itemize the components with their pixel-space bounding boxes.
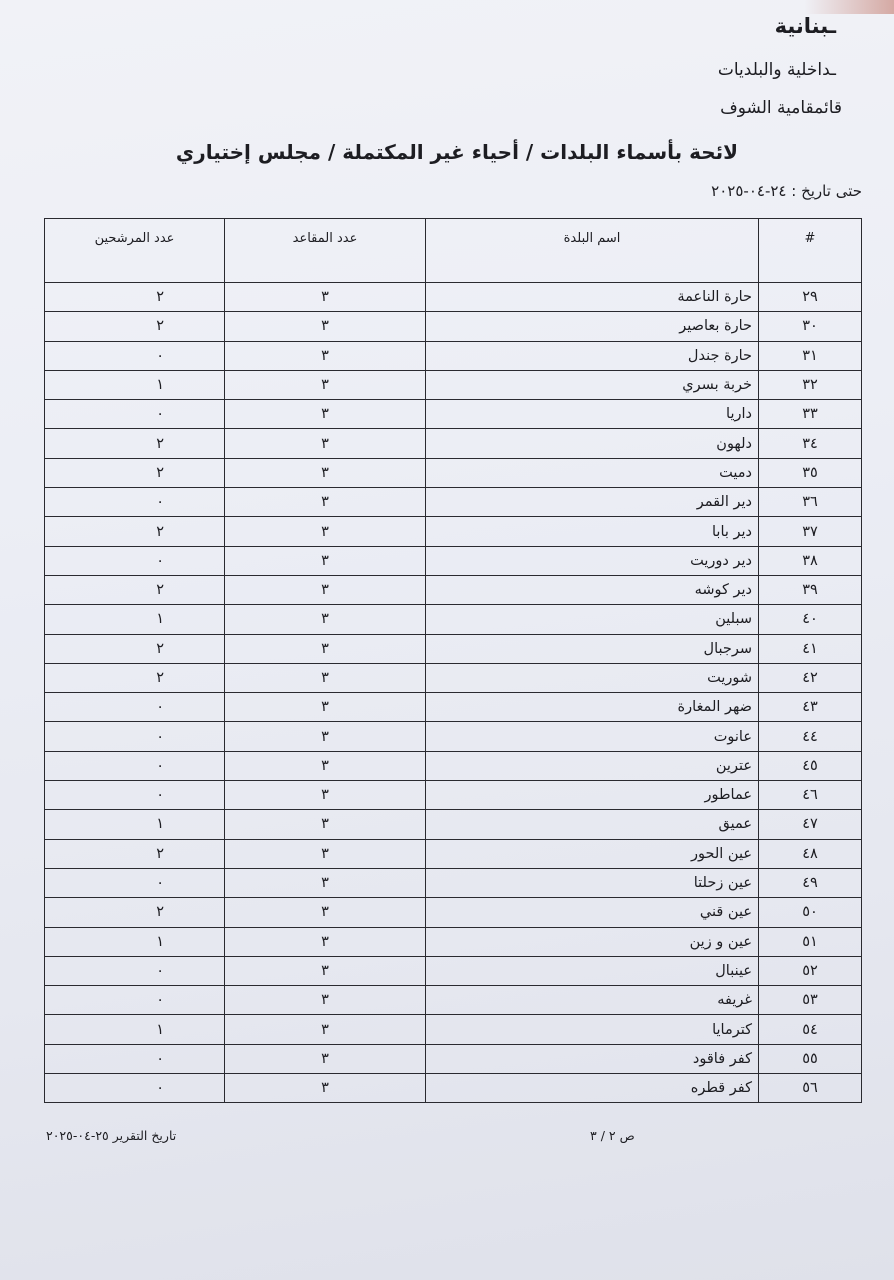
candidates-count: ٠ [45, 751, 225, 780]
seats-count: ٣ [225, 898, 426, 927]
candidates-count: ٠ [45, 956, 225, 985]
table-row [45, 575, 862, 604]
table-row [45, 693, 862, 722]
town-name: شوريت [426, 663, 759, 692]
seats-count: ٣ [225, 488, 426, 517]
seats-count: ٣ [225, 1044, 426, 1073]
town-name: خربة بسري [426, 370, 759, 399]
candidates-count: ٠ [45, 693, 225, 722]
table-row [45, 810, 862, 839]
table-row [45, 458, 862, 487]
row-number: ٤٩ [759, 868, 862, 897]
row-number: ٥٠ [759, 898, 862, 927]
row-number: ٣٠ [759, 312, 862, 341]
candidates-count: ٢ [45, 663, 225, 692]
row-number: ٣٧ [759, 517, 862, 546]
header-country: ـبنانية [774, 14, 836, 38]
candidates-count: ٠ [45, 1074, 225, 1103]
candidates-count: ٢ [45, 839, 225, 868]
seats-count: ٣ [225, 927, 426, 956]
row-number: ٤١ [759, 634, 862, 663]
town-name: حارة الناعمة [426, 283, 759, 312]
document-title: لائحة بأسماء البلدات / أحياء غير المكتملة / مجلس إختياري [175, 140, 739, 164]
town-name: دير كوشه [426, 575, 759, 604]
seats-count: ٣ [225, 429, 426, 458]
town-name: عترين [426, 751, 759, 780]
candidates-count: ٠ [45, 722, 225, 751]
seats-count: ٣ [225, 810, 426, 839]
candidates-count: ٢ [45, 458, 225, 487]
towns-table [44, 218, 862, 1103]
town-name: دير دوريت [426, 546, 759, 575]
row-number: ٥٥ [759, 1044, 862, 1073]
candidates-count: ٠ [45, 400, 225, 429]
town-name: داريا [426, 400, 759, 429]
seats-count: ٣ [225, 312, 426, 341]
seats-count: ٣ [225, 781, 426, 810]
row-number: ٣٩ [759, 575, 862, 604]
seats-count: ٣ [225, 283, 426, 312]
table-header-row [45, 219, 862, 283]
seats-count: ٣ [225, 839, 426, 868]
seats-count: ٣ [225, 1015, 426, 1044]
candidates-count: ٢ [45, 634, 225, 663]
town-name: عانوت [426, 722, 759, 751]
seats-count: ٣ [225, 605, 426, 634]
candidates-count: ٠ [45, 341, 225, 370]
row-number: ٥٦ [759, 1074, 862, 1103]
town-name: غريفه [426, 986, 759, 1015]
candidates-count: ١ [45, 810, 225, 839]
town-name: حارة جندل [426, 341, 759, 370]
table-row [45, 400, 862, 429]
table-row [45, 517, 862, 546]
seats-count: ٣ [225, 868, 426, 897]
seats-count: ٣ [225, 663, 426, 692]
town-name: ضهر المغارة [426, 693, 759, 722]
town-name: دير القمر [426, 488, 759, 517]
seats-count: ٣ [225, 693, 426, 722]
table-row [45, 605, 862, 634]
seats-count: ٣ [225, 1074, 426, 1103]
town-name: عينبال [426, 956, 759, 985]
candidates-count: ١ [45, 927, 225, 956]
candidates-count: ٢ [45, 517, 225, 546]
town-name: دلهون [426, 429, 759, 458]
seats-count: ٣ [225, 546, 426, 575]
table-row [45, 986, 862, 1015]
table-row [45, 488, 862, 517]
town-name: عميق [426, 810, 759, 839]
table-row [45, 868, 862, 897]
seats-count: ٣ [225, 956, 426, 985]
row-number: ٥٤ [759, 1015, 862, 1044]
table-row [45, 663, 862, 692]
row-number: ٤٥ [759, 751, 862, 780]
candidates-count: ١ [45, 1015, 225, 1044]
candidates-count: ٢ [45, 283, 225, 312]
candidates-count: ٢ [45, 898, 225, 927]
report-date: تاريخ التقرير ٢٥-٠٤-٢٠٢٥ [46, 1128, 177, 1143]
column-header-town: اسم البلدة [426, 219, 759, 283]
candidates-count: ٠ [45, 488, 225, 517]
candidates-count: ٠ [45, 781, 225, 810]
town-name: سبلين [426, 605, 759, 634]
table-row [45, 839, 862, 868]
town-name: سرجبال [426, 634, 759, 663]
seats-count: ٣ [225, 575, 426, 604]
row-number: ٢٩ [759, 283, 862, 312]
row-number: ٤٤ [759, 722, 862, 751]
table-row [45, 927, 862, 956]
row-number: ٤٨ [759, 839, 862, 868]
town-name: عين قني [426, 898, 759, 927]
row-number: ٥٢ [759, 956, 862, 985]
row-number: ٤٢ [759, 663, 862, 692]
table-row [45, 898, 862, 927]
as-of-date: حتى تاريخ : ٢٤-٠٤-٢٠٢٥ [711, 182, 862, 200]
row-number: ٤٣ [759, 693, 862, 722]
table-row [45, 1015, 862, 1044]
town-name: كفر قطره [426, 1074, 759, 1103]
table-row [45, 1074, 862, 1103]
table-row [45, 312, 862, 341]
row-number: ٤٦ [759, 781, 862, 810]
column-header-candidates: عدد المرشحين [45, 219, 225, 283]
row-number: ٣٣ [759, 400, 862, 429]
table-row [45, 370, 862, 399]
town-name: كترمايا [426, 1015, 759, 1044]
town-name: دير بابا [426, 517, 759, 546]
candidates-count: ٢ [45, 312, 225, 341]
candidates-count: ٢ [45, 575, 225, 604]
table-row [45, 546, 862, 575]
seats-count: ٣ [225, 751, 426, 780]
seats-count: ٣ [225, 458, 426, 487]
seats-count: ٣ [225, 370, 426, 399]
header-district: قائمقامية الشوف [720, 98, 842, 118]
town-name: عين زحلتا [426, 868, 759, 897]
table-row [45, 956, 862, 985]
town-name: عماطور [426, 781, 759, 810]
table-row [45, 429, 862, 458]
row-number: ٤٠ [759, 605, 862, 634]
table-body [45, 283, 862, 1103]
row-number: ٣٥ [759, 458, 862, 487]
town-name: حارة بعاصير [426, 312, 759, 341]
candidates-count: ٠ [45, 986, 225, 1015]
seats-count: ٣ [225, 634, 426, 663]
seats-count: ٣ [225, 341, 426, 370]
candidates-count: ١ [45, 605, 225, 634]
town-name: عين و زين [426, 927, 759, 956]
seats-count: ٣ [225, 986, 426, 1015]
row-number: ٥٣ [759, 986, 862, 1015]
row-number: ٣٢ [759, 370, 862, 399]
row-number: ٣٨ [759, 546, 862, 575]
column-header-number: # [759, 219, 862, 283]
town-name: كفر فاقود [426, 1044, 759, 1073]
row-number: ٤٧ [759, 810, 862, 839]
table-row [45, 634, 862, 663]
table-row [45, 751, 862, 780]
row-number: ٣٦ [759, 488, 862, 517]
seats-count: ٣ [225, 722, 426, 751]
town-name: عين الحور [426, 839, 759, 868]
page-corner-shadow [804, 0, 894, 14]
page-number: ص ٢ / ٣ [590, 1128, 635, 1143]
column-header-seats: عدد المقاعد [225, 219, 426, 283]
candidates-count: ٠ [45, 546, 225, 575]
town-name: دميت [426, 458, 759, 487]
candidates-count: ٠ [45, 1044, 225, 1073]
candidates-count: ٢ [45, 429, 225, 458]
row-number: ٣٤ [759, 429, 862, 458]
table-row [45, 341, 862, 370]
table-row [45, 781, 862, 810]
table-row [45, 283, 862, 312]
table-row [45, 1044, 862, 1073]
row-number: ٣١ [759, 341, 862, 370]
header-ministry: ـداخلية والبلديات [717, 60, 836, 80]
row-number: ٥١ [759, 927, 862, 956]
candidates-count: ٠ [45, 868, 225, 897]
seats-count: ٣ [225, 400, 426, 429]
candidates-count: ١ [45, 370, 225, 399]
seats-count: ٣ [225, 517, 426, 546]
table-row [45, 722, 862, 751]
